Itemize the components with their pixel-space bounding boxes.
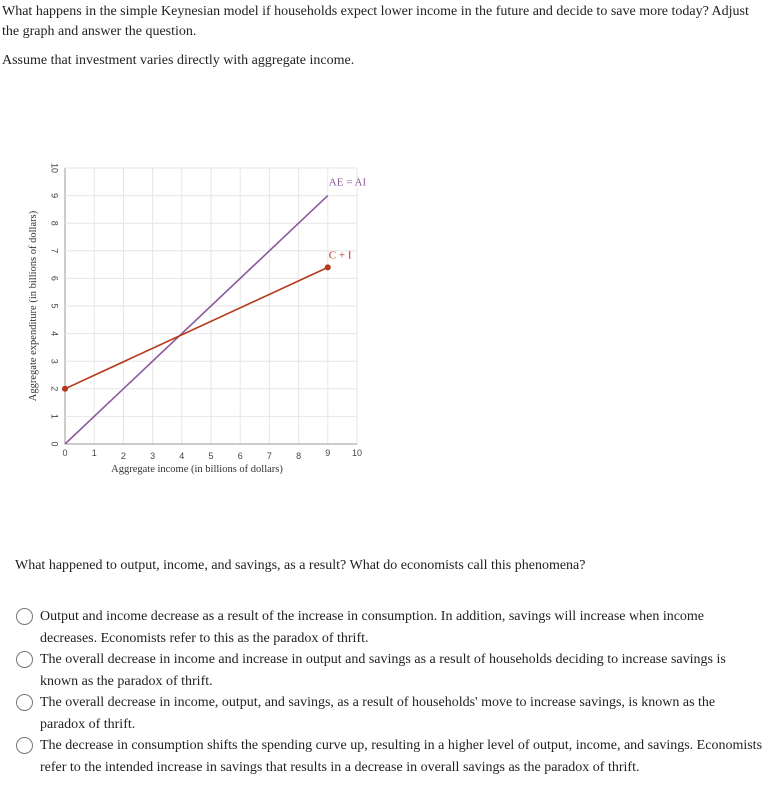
answer-option-label: The overall decrease in income, output, and savings, as a result of households' move to increase savings, is known as the paradox of thrift.: [40, 695, 716, 732]
x-tick-label: 9: [325, 448, 331, 458]
y-tick-label: 9: [49, 193, 60, 199]
radio-button[interactable]: [16, 651, 33, 668]
x-axis-label: Aggregate income (in billions of dollars): [111, 464, 283, 475]
answer-option-label: Output and income decrease as a result of the increase in consumption. In addition, savings will increase when income decreases. Economists refer to this as the paradox of thrift.: [40, 609, 705, 646]
y-tick-label: 10: [49, 162, 60, 174]
answer-option-2[interactable]: [14, 649, 762, 692]
x-tick-label: 7: [266, 451, 272, 461]
c-plus-i-label: C + I: [328, 249, 352, 262]
answer-option-1[interactable]: [14, 606, 762, 649]
chart-series[interactable]: [62, 177, 367, 444]
x-tick-label: 0: [62, 448, 68, 458]
y-tick-label: 4: [49, 331, 60, 337]
answer-option-3[interactable]: [14, 692, 762, 735]
c-plus-i-handle[interactable]: [325, 264, 331, 270]
radio-button[interactable]: [16, 608, 33, 625]
answer-option-label: The overall decrease in income and increase in output and savings as a result of households deciding to increase savings is known as the paradox of thrift.: [40, 652, 726, 689]
x-tick-label: 6: [237, 451, 243, 461]
answer-option-label: The decrease in consumption shifts the spending curve up, resulting in a higher level of output, income, and savings. Economists refer to the intended increase in savings that results in a decrease in overall savings as the paradox of thrift.: [40, 738, 763, 775]
ae-ai-label: AE = AI: [328, 176, 367, 189]
c-plus-i-line[interactable]: [65, 267, 328, 388]
keynesian-cross-chart[interactable]: [0, 150, 400, 490]
y-axis-label: Aggregate expenditure (in billions of dollars): [28, 210, 39, 402]
ae-ai-line[interactable]: [65, 196, 328, 444]
question-prompt: What happens in the simple Keynesian model if households expect lower income in the future and decide to save more today? Adjust the graph and answer the question.: [2, 4, 749, 39]
x-tick-label: 5: [208, 451, 214, 461]
x-tick-label: 8: [296, 451, 302, 461]
x-tick-label: 3: [150, 451, 156, 461]
follow-up-question: What happened to output, income, and savings, as a result? What do economists call this phenomena?: [15, 558, 586, 573]
x-tick-label: 10: [351, 448, 363, 458]
x-tick-label: 2: [120, 451, 126, 461]
y-tick-label: 8: [49, 220, 60, 226]
radio-button[interactable]: [16, 694, 33, 711]
answer-option-4[interactable]: [14, 735, 762, 778]
y-tick-label: 1: [49, 413, 60, 419]
y-tick-label: 3: [49, 358, 60, 364]
y-tick-label: 6: [49, 275, 60, 281]
y-tick-label: 2: [49, 386, 60, 392]
y-tick-label: 5: [49, 303, 60, 309]
radio-button[interactable]: [16, 737, 33, 754]
x-tick-label: 4: [179, 451, 185, 461]
y-tick-label: 0: [49, 441, 60, 447]
x-tick-label: 1: [91, 448, 97, 458]
answer-options: [14, 606, 762, 778]
y-tick-label: 7: [49, 248, 60, 254]
c-plus-i-handle[interactable]: [62, 386, 68, 392]
assumption-text: Assume that investment varies directly with aggregate income.: [2, 53, 355, 68]
